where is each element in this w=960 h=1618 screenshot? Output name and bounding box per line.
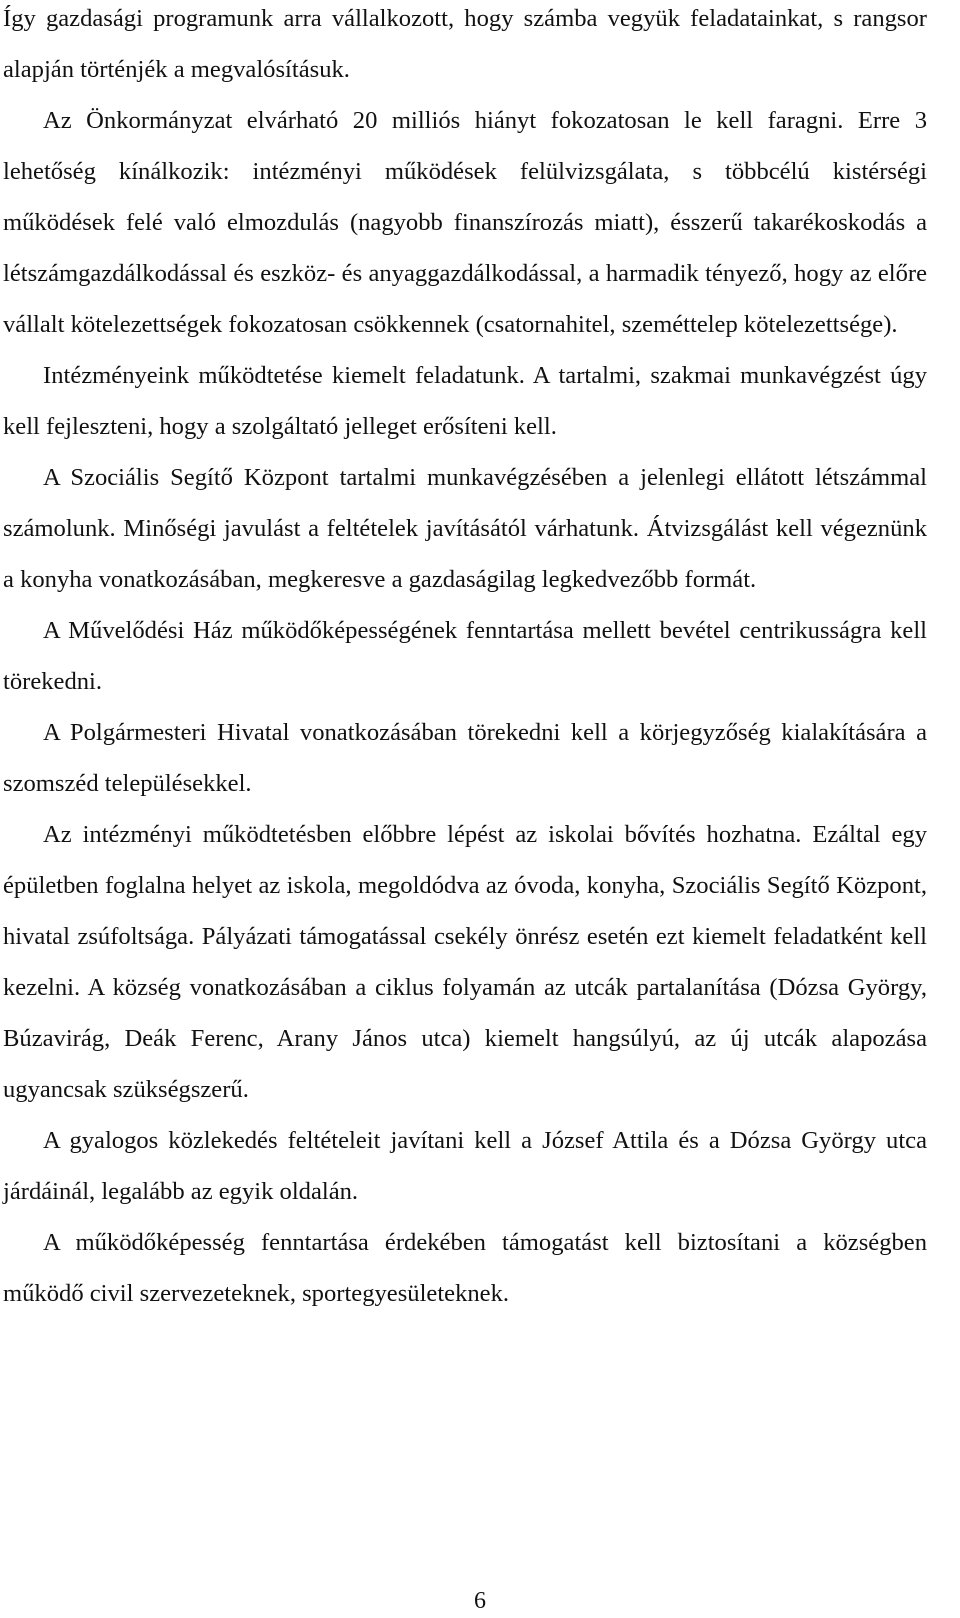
body-text <box>3 0 927 1319</box>
paragraph-continuation: Így gazdasági programunk arra vállalkozott, hogy számba vegyük feladatainkat, s rangsor alapján történjék a megvalósításuk. <box>3 5 927 83</box>
page-number: 6 <box>474 1588 486 1614</box>
paragraph-school-expansion: Az intézményi működtetésben előbbre lépést az iskolai bővítés hozhatna. Ezáltal egy épületben foglalna helyet az iskola, megoldódva az óvoda, konyha, Szociális Segítő Központ, hivatal zsúfoltsága. Pályázati támogatással csekély önrész esetén ezt kiemelt feladatként kell kezelni. A község vonatkozásában a ciklus folyamán az utcák partalanítása (Dózsa György, Búzavirág, Deák Ferenc, Arany János utca) kiemelt hangsúlyú, az új utcák alapozása ugyancsak szükségszerű. <box>3 821 927 1103</box>
paragraph-institutions: Intézményeink működtetése kiemelt feladatunk. A tartalmi, szakmai munkavégzést úgy kell fejleszteni, hogy a szolgáltató jelleget erősíteni kell. <box>3 362 927 440</box>
paragraph-cultural-house: A Művelődési Ház működőképességének fenntartása mellett bevétel centrikusságra kell törekedni. <box>3 617 927 695</box>
paragraph-budget-deficit: Az Önkormányzat elvárható 20 milliós hiányt fokozatosan le kell faragni. Erre 3 lehetőség kínálkozik: intézményi működések felülvizsgálata, s többcélú kistérségi működések felé való elmozdulás (nagyobb finanszírozás miatt), ésszerű takarékoskodás a létszámgazdálkodással és eszköz- és anyaggazdálkodással, a harmadik tényező, hogy az előre vállalt kötelezettségek fokozatosan csökkennek (csatornahitel, szeméttelep kötelezettsége). <box>3 107 927 338</box>
paragraph-mayors-office: A Polgármesteri Hivatal vonatkozásában törekedni kell a körjegyzőség kialakítására a szomszéd településekkel. <box>3 719 927 797</box>
paragraph-pedestrian: A gyalogos közlekedés feltételeit javítani kell a József Attila és a Dózsa György utca járdáinál, legalább az egyik oldalán. <box>3 1127 927 1205</box>
paragraph-civil-support: A működőképesség fenntartása érdekében támogatást kell biztosítani a községben működő civil szervezeteknek, sportegyesületeknek. <box>3 1229 927 1307</box>
paragraph-social-center: A Szociális Segítő Központ tartalmi munkavégzésében a jelenlegi ellátott létszámmal számolunk. Minőségi javulást a feltételek javításától várhatunk. Átvizsgálást kell végeznünk a konyha vonatkozásában, megkeresve a gazdaságilag legkedvezőbb formát. <box>3 464 927 593</box>
